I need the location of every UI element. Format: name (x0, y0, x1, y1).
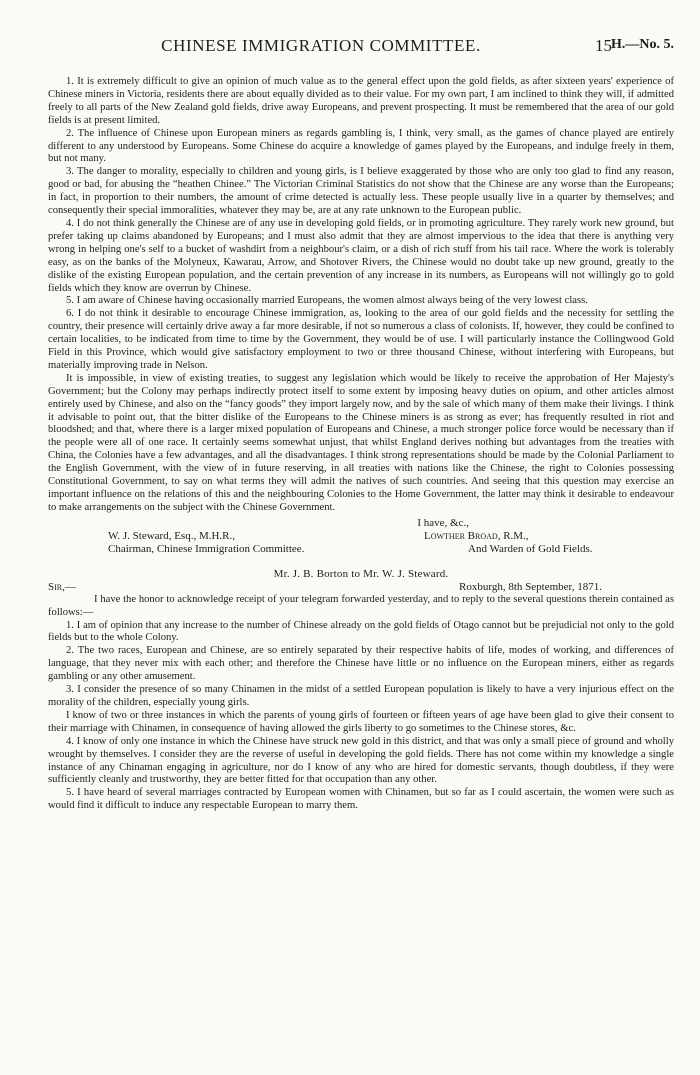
paragraph: 1. It is extremely difficult to give an opinion of much value as to the general effect upon the gold fields, as after sixteen years' experience of Chinese miners in Victoria, residents there are about equally divided as to their value. For my own part, I am inclined to think they will, if admitted freely to all parts of the New Zealand gold fields, drive away Europeans, and prevent prospecting. It must be remembered that the area of our gold fields is at present limited. (48, 76, 674, 126)
signer-title: And Warden of Gold Fields. (468, 542, 593, 555)
page-title: CHINESE IMMIGRATION COMMITTEE. (161, 36, 481, 55)
series-reference: H.—No. 5. (611, 37, 674, 52)
paragraph: 4. I do not think generally the Chinese are of any use in developing gold fields, or in promoting agriculture. They rarely work new ground, but prefer taking up claims abandoned by Europeans; and I must also admit that they are almost impervious to the idea that there is anything very wrong in helping one's self to a bucket of washdirt from a neighbour's claim, or a dish of rich stuff from his tail race. Where the work is tolerably easy, as on the banks of the Molyneux, Kawarau, Arrow, and Shotover Rivers, the Chinese would no doubt take up new ground, greatly to the dislike of the existing European population, and the certain prevention of any increase in its numbers, as Europeans will not willingly go to gold fields which they know are overrun by Chinese. (48, 217, 674, 294)
paragraph: 1. I am of opinion that any increase to the number of Chinese already on the gold fields of Otago cannot but be prejudicial not only to the gold fields but to the whole Colony. (48, 619, 674, 644)
letter-heading: Mr. J. B. Borton to Mr. W. J. Steward. (273, 567, 449, 580)
signer-name: Lowther Broad, R.M., (424, 529, 529, 542)
paragraph: 2. The two races, European and Chinese, are so entirely separated by their respective habits of life, modes of working, and differences of language, that they never mix with each other; and therefore the Chinese have little or no influence on the European miners, either as regards gambling or any other amusement. (48, 645, 674, 683)
paragraph: 3. The danger to morality, especially to children and young girls, is I believe exaggerated by those who are only too glad to find any reason, good or bad, for abusing the “heathen Chinee.” The Victorian Criminal Statistics do not show that the Chinese are any worse than the Europeans; in fact, in proportion to their numbers, the amount of crime detected is actually less. These people usually live in a quarter by themselves; and consequently their special immoralities, whatever they may be, are at any rate unknown to the European public. (48, 166, 674, 217)
paragraph: 5. I am aware of Chinese having occasionally married Europeans, the women almost always being of the very lowest class. (66, 295, 588, 307)
paragraph: 5. I have heard of several marriages contracted by European women with Chinamen, but so far as I could ascertain, the women were such as would find it difficult to induce any respectable European to marry them. (48, 787, 674, 812)
paragraph: I know of two or three instances in which the parents of young girls of fourteen or fifteen years of age have been glad to give their consent to their marriage with Chinamen, in consequence of having allowed the girls liberty to go sometimes to the Chinese stores, &c. (48, 709, 674, 734)
salutation: Sir,— (48, 580, 76, 593)
paragraph: It is impossible, in view of existing treaties, to suggest any legislation which would be likely to receive the approbation of Her Majesty's Government; but the Colony may perhaps indirectly protect itself to some extent by imposing heavy duties on opium, and other articles almost entirely used by Chinese, and also on the “fancy goods” they import largely now, and by the sale of which many of them make their livings. I think it advisable to point out, that the bitter dislike of the Europeans to the Chinese miners is as strong as ever; has frequently resulted in riot and bloodshed; and that, where there is a larger mixed population of Europeans and Chinese, a much stronger police force would be necessary than if the people were all of one race. It certainly seems somewhat unjust, that whilst England derives nothing but advantages from the treaties with China, the Colonies have a few advantages, and all the disadvantages. I think strong representations should be made by the Colonial Parliament to the English Government, with the view of in future reserving, in all treaties with nations like the Chinese, the right to Colonies possessing Constitutional Government, to say on what terms they will admit the natives of such countries. And seeing that this question may exercise an important influence on the relations of this and the neighbouring Colonies to the Home Government, the latter may think it desirable to endeavour to make arrangements on the subject with the Chinese Government. (48, 372, 674, 513)
page-number: 15 (595, 36, 612, 55)
signature-block (48, 530, 674, 556)
salutation-row (48, 581, 674, 594)
paragraph: 2. The influence of Chinese upon European miners as regards gambling is, I think, very small, as the games of chance played are entirely different to any understood by Europeans. Some Chinese do acquire a knowledge of games played by the Europeans, and indulge freely in them, but not many. (48, 127, 674, 165)
addressee-name: W. J. Steward, Esq., M.H.R., (108, 529, 236, 542)
place-date: Roxburgh, 8th September, 1871. (459, 580, 602, 593)
paragraph: 4. I know of only one instance in which the Chinese have struck new gold in this district, and that was only a small piece of ground and wholly wrought by themselves. I consider they are the reverse of useful in developing the gold fields. There has not come within my knowledge a single instance of any Chinaman engaging in agriculture, nor do I know of any who are hired for domestic servants, though doubtless, if they were sufficiently cleanly and trustworthy, they are better fitted for that occupation than any other. (48, 735, 674, 786)
page-header (48, 36, 674, 66)
paragraph: 3. I consider the presence of so many Chinamen in the midst of a settled European population is likely to have a very injurious effect on the morality of the children, especially young girls. (48, 684, 674, 708)
letter-broad (48, 76, 674, 813)
paragraph: I have the honor to acknowledge receipt of your telegram forwarded yesterday, and to reply to the several questions therein contained as follows:— (48, 593, 674, 618)
closing: I have, &c., (417, 516, 469, 529)
addressee-title: Chairman, Chinese Immigration Committee. (108, 542, 305, 555)
paragraph: 6. I do not think it desirable to encourage Chinese immigration, as, looking to the area of our gold fields and the necessity for settling the country, their presence will certainly drive away a far more desirable, if not so numerous a class of colonists. If, however, they could be confined to certain localities, to be indicated from time to time by the Government, they would be of use. I will particularly instance the Collingwood Gold Field in this Province, which would give satisfactory employment to two or three thousand Chinese, without interfering with Europeans, but materially improving trade in Nelson. (48, 308, 674, 371)
